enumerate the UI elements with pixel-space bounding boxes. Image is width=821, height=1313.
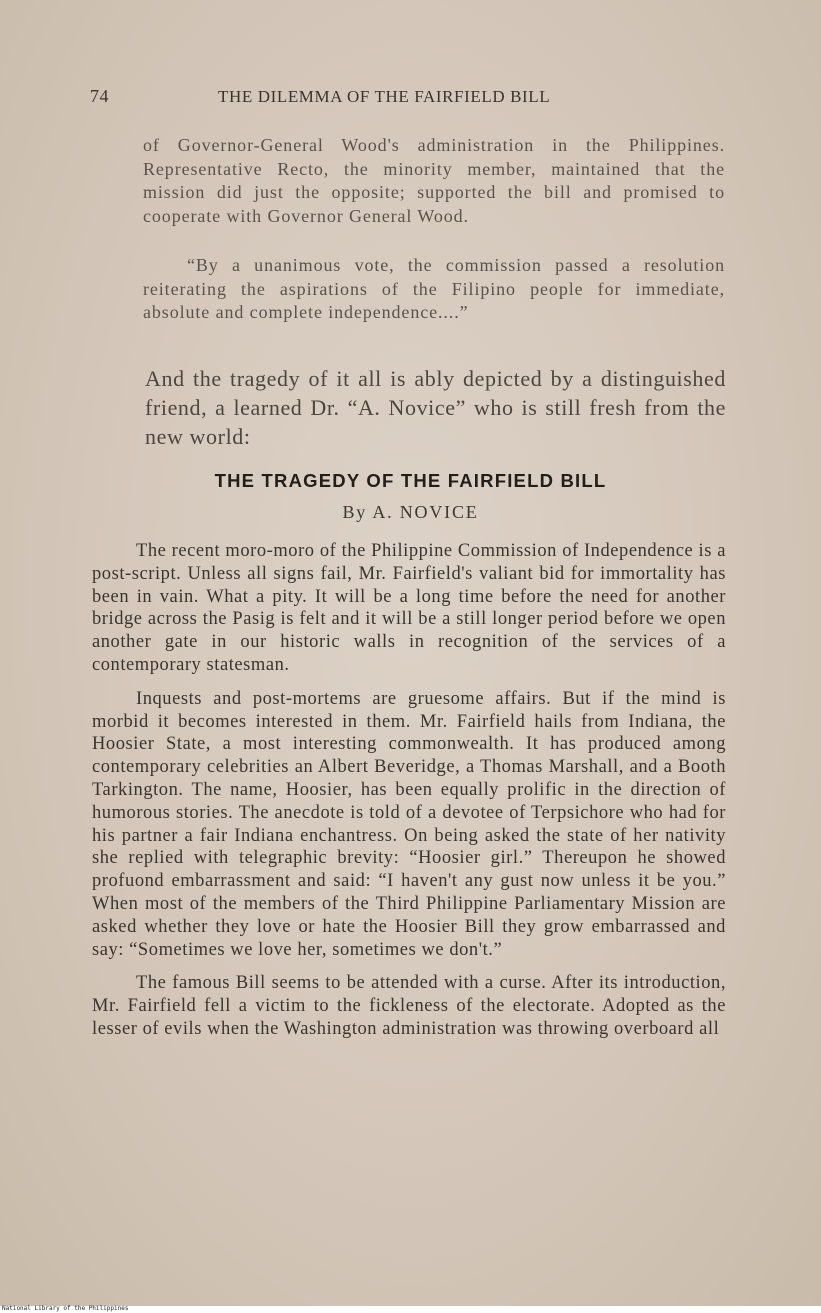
intro-paragraph (145, 364, 726, 451)
intro-text: And the tragedy of it all is ably depicted by a distinguished friend, a learned Dr. “A. Novice” who is still fresh from the new world: (145, 366, 726, 449)
article-paragraph-3: The famous Bill seems to be attended with a curse. After its introduction, Mr. Fairfield fell a victim to the fickleness of the electorate. Adopted as the lesser of evils when the Washington administration was throwing overboard all (92, 973, 726, 1039)
quote-paragraph-2 (143, 254, 725, 325)
quote-text-1: of Governor-General Wood's administration in the Philippines. Representative Recto, the minority member, maintained that the mission did just the opposite; supported the bill and promised to cooperate with Governor General Wood. (143, 135, 725, 226)
running-header (90, 86, 726, 107)
page-number: 74 (90, 86, 109, 106)
article-title: THE TRAGEDY OF THE FAIRFIELD BILL (214, 470, 607, 491)
article-byline: By A. NOVICE (342, 502, 479, 522)
article-paragraph-1: The recent moro-moro of the Philippine Commission of Independence is a post-script. Unless all signs fail, Mr. Fairfield's valiant bid for immortality has been in vain. What a pity. It will be a long time before the need for another bridge across the Pasig is felt and it will be a still longer period before we open another gate in our historic walls in recognition of the services of a contemporary statesman. (92, 541, 726, 675)
article-body (92, 540, 726, 1052)
library-credit: National Library of the Philippines (2, 1305, 129, 1312)
article-paragraph-2: Inquests and post-mortems are gruesome affairs. But if the mind is morbid it becomes interested in them. Mr. Fairfield hails from Indiana, the Hoosier State, a most interesting commonwealth. It has produced among contemporary celebrities an Albert Beveridge, a Thomas Marshall, and a Booth Tarkington. The name, Hoosier, has been equally prolific in the direction of humorous stories. The anecdote is told of a devotee of Terpsichore who had for his partner a fair Indiana enchantress. On being asked the state of her nativity she replied with telegraphic brevity: “Hoosier girl.” Thereupon he showed profuond embarrassment and said: “I haven't any gust now unless it be you.” When most of the members of the Third Philippine Parliamentary Mission are asked whether they love or hate the Hoosier Bill they grow embarrassed and say: “Sometimes we love her, sometimes we don't.” (92, 688, 726, 960)
running-title: THE DILEMMA OF THE FAIRFIELD BILL (218, 87, 551, 106)
quote-paragraph-1 (143, 134, 725, 228)
quote-text-2: “By a unanimous vote, the commission passed a resolution reiterating the aspirations of the Filipino people for immediate, absolute and complete independence....” (143, 255, 725, 322)
